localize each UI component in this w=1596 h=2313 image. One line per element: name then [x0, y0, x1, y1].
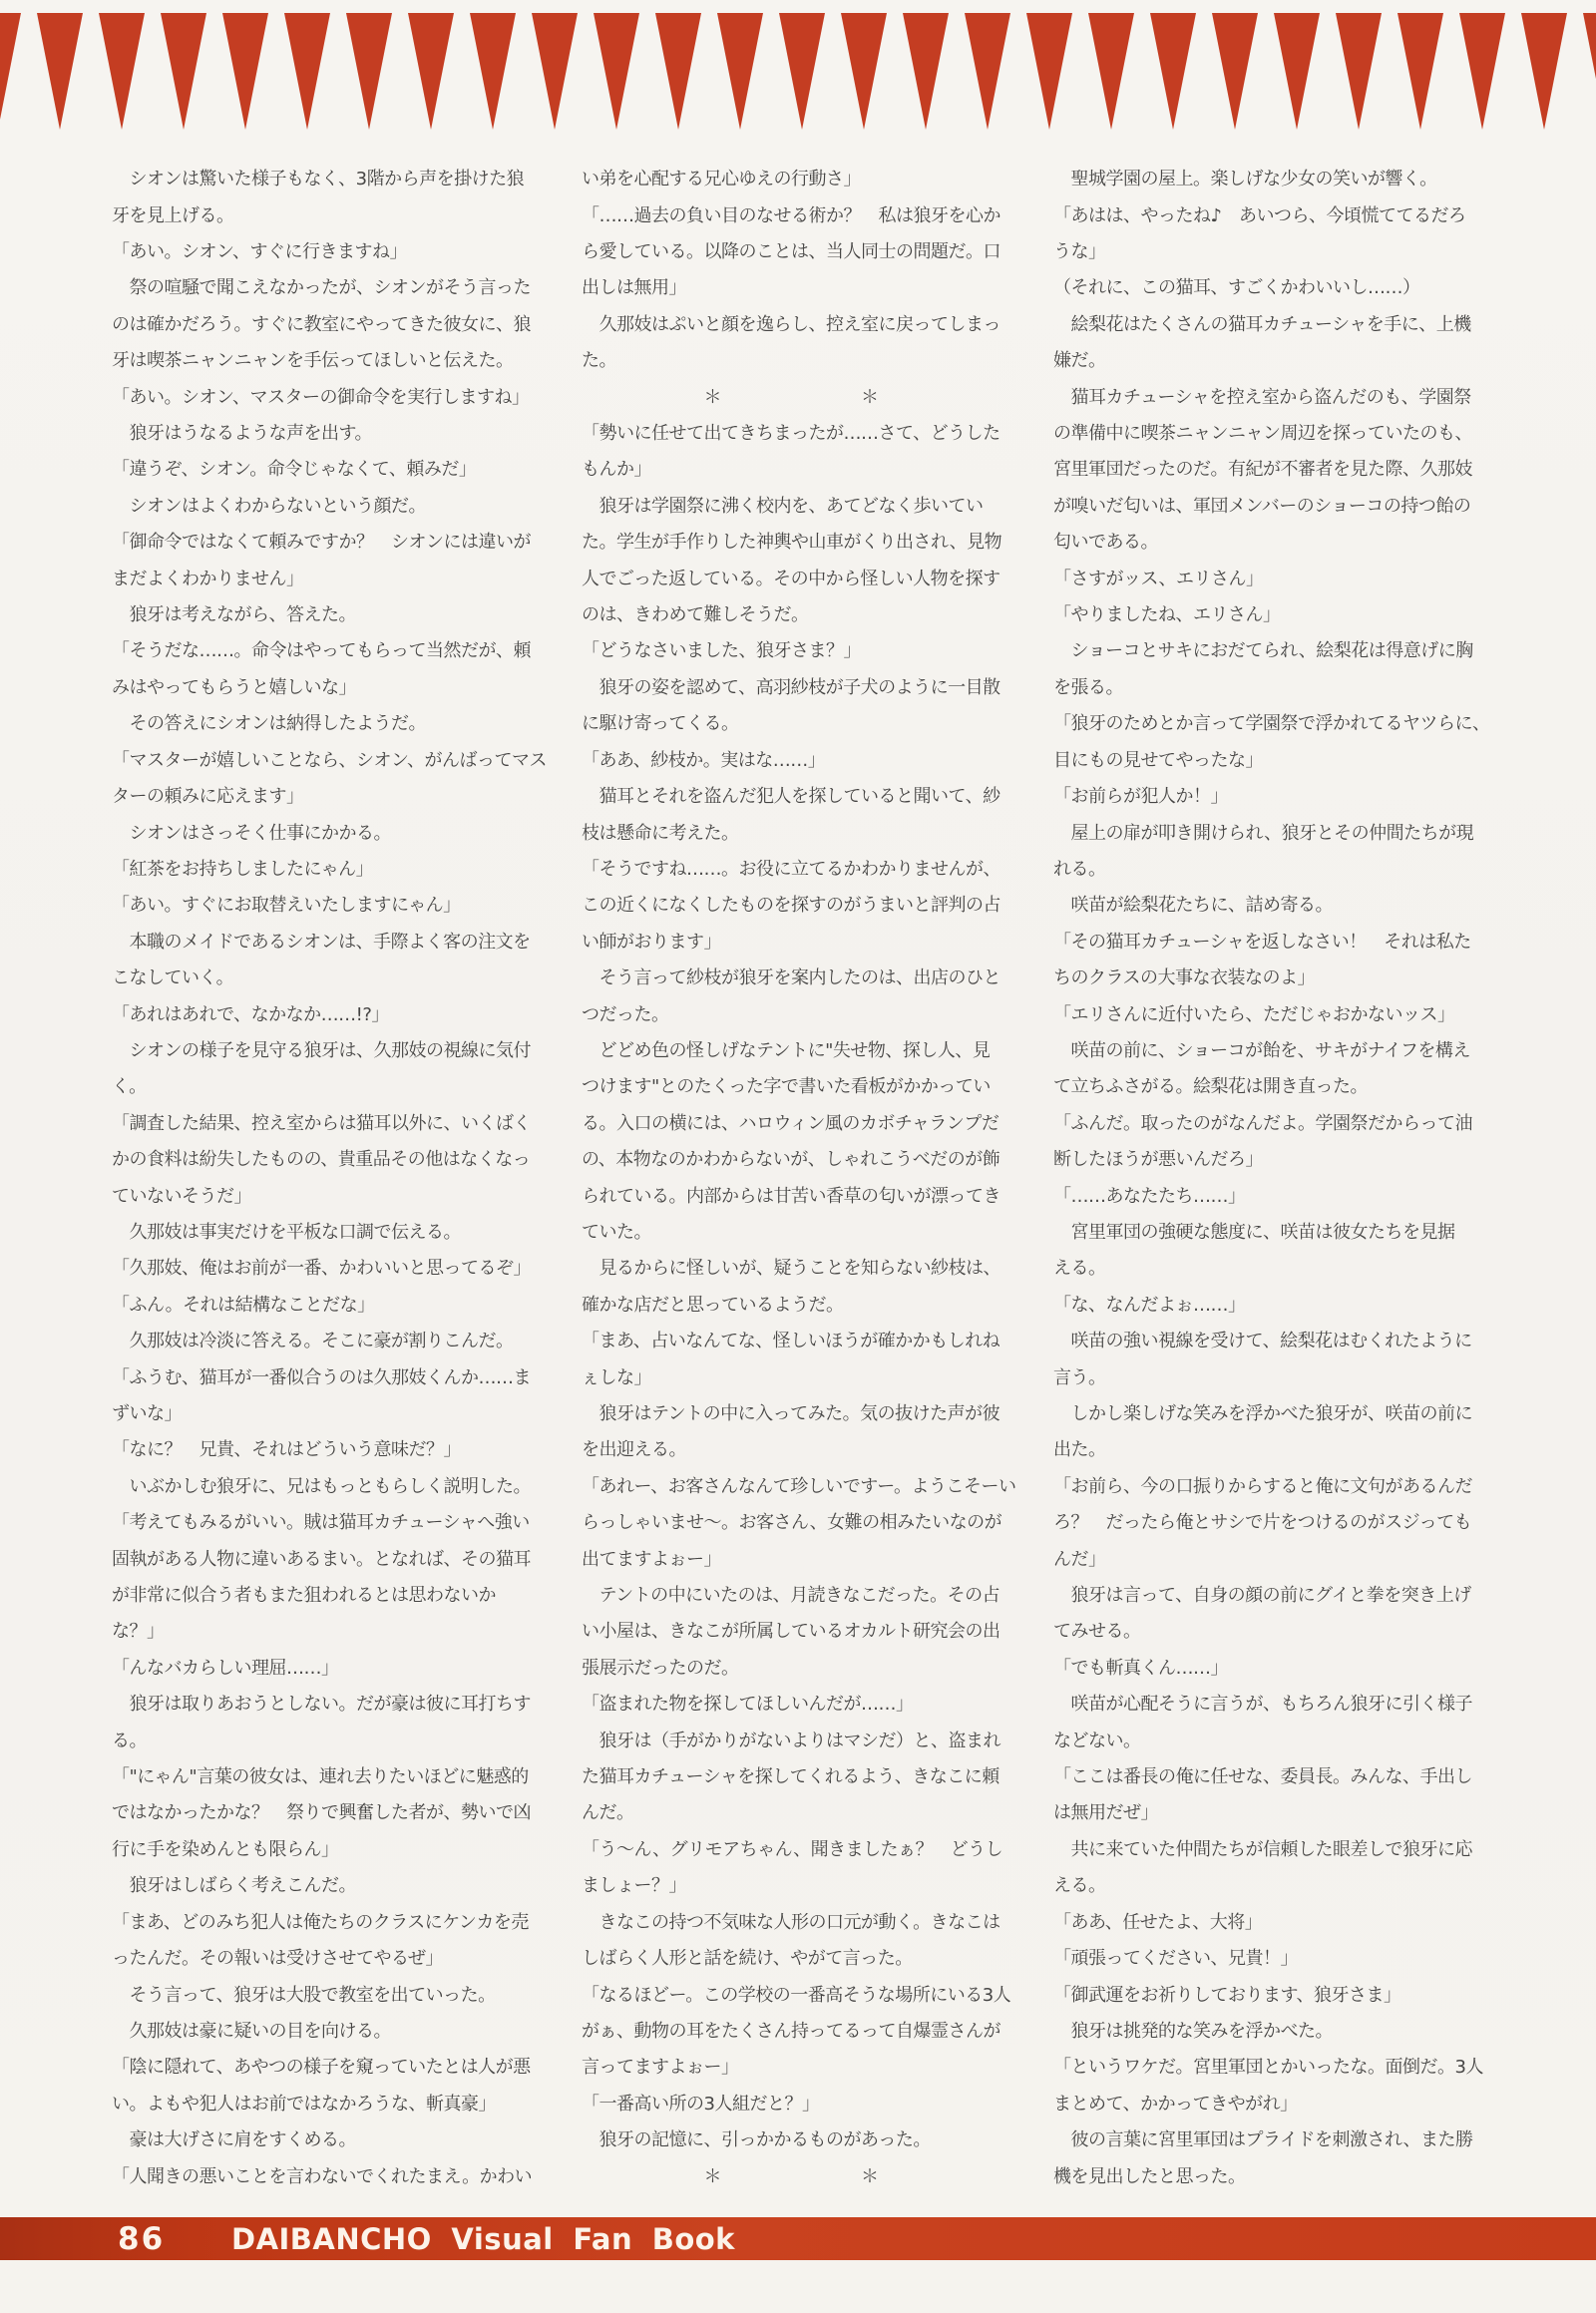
text-line: 狼牙はうなるような声を出す。: [112, 423, 373, 445]
text-line: ら愛している。以降のことは、当人同士の問題だ。口: [582, 241, 1000, 263]
text-line: 猫耳カチューシャを控え室から盗んだのも、学園祭: [1053, 386, 1471, 408]
text-line: どどめ色の怪しげなテントに"失せ物、探し人、見: [582, 1039, 991, 1061]
text-line: そう言って、狼牙は大股で教室を出ていった。: [112, 1984, 496, 2006]
text-line: 「あい。シオン、すぐに行きますね」: [112, 241, 408, 263]
text-line: 匂いである。: [1053, 532, 1158, 554]
text-line: 「エリさんに近付いたら、ただじゃおかないッス」: [1053, 1003, 1455, 1025]
text-line: 宮里軍団だったのだ。有紀が不審者を見た際、久那妓: [1053, 459, 1472, 481]
text-line: まだよくわかりません」: [112, 568, 304, 589]
text-line: 狼牙の記憶に、引っかかるものがあった。: [582, 2129, 931, 2151]
text-line: 枝は懸命に考えた。: [582, 822, 739, 844]
text-line: 機を見出したと思った。: [1053, 2165, 1246, 2187]
text-line: 「な、なんだよぉ……」: [1053, 1294, 1246, 1316]
text-line: 人でごった返している。その中から怪しい人物を探す: [582, 568, 1000, 589]
text-line: 久那妓は豪に疑いの目を向ける。: [112, 2020, 391, 2042]
text-line: いぶかしむ狼牙に、兄はもっともらしく説明した。: [112, 1475, 531, 1497]
text-line: 「さすがッス、エリさん」: [1053, 568, 1264, 589]
text-line: 固執がある人物に違いあるまい。となれば、その猫耳: [112, 1548, 531, 1570]
text-line: 宮里軍団の強硬な態度に、咲苗は彼女たちを見据: [1053, 1221, 1455, 1243]
text-line: が嗅いだ匂いは、軍団メンバーのショーコの持つ飴の: [1053, 495, 1471, 517]
text-line: 「んなバカらしい理屈……」: [112, 1657, 339, 1679]
text-line: 「考えてもみるがいい。賊は猫耳カチューシャへ強い: [112, 1512, 530, 1534]
text-line: の、本物なのかわからないが、しゃれこうべだのが飾: [582, 1149, 1000, 1171]
text-column-1: [112, 160, 571, 2193]
text-line: い。よもや犯人はお前ではなかろうな、斬真豪」: [112, 2093, 496, 2115]
text-line: 「盗まれた物を探してほしいんだが……」: [582, 1694, 914, 1716]
text-line: 狼牙は学園祭に沸く校内を、あてどなく歩いてい: [582, 495, 984, 517]
text-line: 聖城学園の屋上。楽しげな少女の笑いが響く。: [1053, 169, 1437, 191]
text-line: 咲苗の強い視線を受けて、絵梨花はむくれたように: [1053, 1331, 1472, 1352]
text-line: 共に来ていた仲間たちが信頼した眼差しで狼牙に応: [1053, 1838, 1472, 1860]
text-line: 言う。: [1053, 1366, 1106, 1388]
text-line: 「あはは、やったね♪ あいつら、今頃慌ててるだろ: [1053, 204, 1466, 226]
text-line: 咲苗が絵梨花たちに、詰め寄る。: [1053, 895, 1333, 917]
text-line: ましょー？」: [582, 1875, 686, 1897]
text-line: が非常に似合う者もまた狙われるとは思わないか: [112, 1585, 496, 1607]
text-line: まとめて、かかってきやがれ」: [1053, 2093, 1298, 2115]
text-line: その答えにシオンは納得したようだ。: [112, 713, 426, 735]
text-line: 「お前らが犯人か！」: [1053, 786, 1228, 808]
text-line: 牙を見上げる。: [112, 204, 234, 226]
text-line: ぇしな」: [582, 1366, 651, 1388]
text-line: 狼牙は挑発的な笑みを浮かべた。: [1053, 2020, 1333, 2042]
text-line: 見るからに怪しいが、疑うことを知らない紗枝は、: [582, 1258, 1000, 1280]
text-line: 「久那妓、俺はお前が一番、かわいいと思ってるぞ」: [112, 1258, 531, 1280]
text-line: しばらく人形と話を続け、やがて言った。: [582, 1948, 913, 1970]
text-line: 咲苗が心配そうに言うが、もちろん狼牙に引く様子: [1053, 1694, 1472, 1716]
text-line: ちのクラスの大事な衣装なのよ」: [1053, 967, 1315, 989]
text-line: ずいな」: [112, 1403, 182, 1425]
text-line: んだ。: [582, 1802, 634, 1824]
text-line: 「調査した結果、控え室からは猫耳以外に、いくばく: [112, 1112, 531, 1134]
text-line: る。入口の横には、ハロウィン風のカボチャランプだ: [582, 1112, 999, 1134]
text-line: がぁ、動物の耳をたくさん持ってるって自爆霊さんが: [582, 2020, 1000, 2042]
text-line: を張る。: [1053, 676, 1123, 698]
text-line: てみせる。: [1053, 1621, 1141, 1643]
text-line: 嫌だ。: [1053, 350, 1106, 372]
text-line: 狼牙は考えながら、答えた。: [112, 604, 356, 626]
text-line: 「……あなたたち……」: [1053, 1185, 1246, 1207]
text-line: みはやってもらうと嬉しいな」: [112, 676, 356, 698]
text-line: られている。内部からは甘苦い香草の匂いが漂ってき: [582, 1185, 1000, 1207]
text-line: た。学生が手作りした神輿や山車がくり出され、見物: [582, 532, 1002, 554]
text-line: 絵梨花はたくさんの猫耳カチューシャを手に、上機: [1053, 313, 1471, 335]
text-column-2: [582, 160, 1040, 2193]
text-line: こなしていく。: [112, 967, 234, 989]
text-line: んだ」: [1053, 1548, 1106, 1570]
text-line: 言ってますよぉー」: [582, 2057, 739, 2079]
text-line: は無用だぜ」: [1053, 1802, 1158, 1824]
book-title: DAIBANCHO Visual Fan Book: [231, 2222, 735, 2256]
text-line: 「というワケだ。宮里軍団とかいったな。面倒だ。3人: [1053, 2057, 1483, 2079]
text-line: 本職のメイドであるシオンは、手際よく客の注文を: [112, 931, 531, 953]
text-line: える。: [1053, 1258, 1106, 1280]
text-line: 「お前ら、今の口振りからすると俺に文句があるんだ: [1053, 1475, 1472, 1497]
text-line: しかし楽しげな笑みを浮かべた狼牙が、咲苗の前に: [1053, 1403, 1472, 1425]
text-line: 「そうだな……。命令はやってもらって当然だが、頼: [112, 640, 531, 662]
text-line: 「ああ、紗枝か。実はな……」: [582, 749, 826, 771]
text-line: 屋上の扉が叩き開けられ、狼牙とその仲間たちが現: [1053, 822, 1474, 844]
text-line: 「頑張ってください、兄貴！」: [1053, 1948, 1298, 1970]
text-line: のは、きわめて難しそうだ。: [582, 604, 809, 626]
text-line: 彼の言葉に宮里軍団はプライドを刺激され、また勝: [1053, 2129, 1473, 2151]
text-line: い弟を心配する兄心ゆえの行動さ」: [582, 169, 861, 191]
text-line: 「ふんだ。取ったのがなんだよ。学園祭だからって油: [1053, 1112, 1472, 1134]
text-line: 狼牙はテントの中に入ってみた。気の抜けた声が彼: [582, 1403, 1000, 1425]
text-line: ショーコとサキにおだてられ、絵梨花は得意げに胸: [1053, 640, 1473, 662]
text-line: うな」: [1053, 241, 1106, 263]
text-line: 「"にゃん"言葉の彼女は、連れ去りたいほどに魅惑的: [112, 1766, 529, 1788]
footer-bar: [0, 2217, 1596, 2260]
text-line: 久那妓はぷいと顔を逸らし、控え室に戻ってしまっ: [582, 313, 1000, 335]
text-line: きなこの持つ不気味な人形の口元が動く。きなこは: [582, 1911, 1000, 1933]
text-line: い小屋は、きなこが所属しているオカルト研究会の出: [582, 1621, 1000, 1643]
text-line: 「御命令ではなくて頼みですか？ シオンには違いが: [112, 532, 531, 554]
text-line: ではなかったかな？ 祭りで興奮した者が、勢いで凶: [112, 1802, 531, 1824]
text-line: そう言って紗枝が狼牙を案内したのは、出店のひと: [582, 967, 1000, 989]
text-line: 断したほうが悪いんだろ」: [1053, 1149, 1263, 1171]
text-line: の準備中に喫茶ニャンニャン周辺を探っていたのも、: [1053, 423, 1472, 445]
text-line: く。: [112, 1076, 147, 1098]
text-line: 「あい。すぐにお取替えいたしますにゃん」: [112, 895, 461, 917]
text-line: シオンは驚いた様子もなく、3階から声を掛けた狼: [112, 169, 525, 191]
text-line: 久那妓は事実だけを平板な口調で伝える。: [112, 1221, 461, 1243]
text-line: 久那妓は冷淡に答える。そこに豪が割りこんだ。: [112, 1331, 514, 1352]
text-line: 「御武運をお祈りしております、狼牙さま」: [1053, 1984, 1401, 2006]
page-number: 86: [118, 2221, 166, 2257]
text-line: 「あれはあれで、なかなか……!?」: [112, 1003, 389, 1025]
text-line: のは確かだろう。すぐに教室にやってきた彼女に、狼: [112, 313, 531, 335]
text-line: 「ふうむ、猫耳が一番似合うのは久那妓くんか……ま: [112, 1366, 531, 1388]
text-line: 「やりましたね、エリさん」: [1053, 604, 1281, 626]
text-line: 「どうなさいました、狼牙さま？」: [582, 640, 861, 662]
text-line: 「ふん。それは結構なことだな」: [112, 1294, 375, 1316]
text-line: 狼牙の姿を認めて、高羽紗枝が子犬のように一目散: [582, 676, 1000, 698]
text-line: 牙は喫茶ニャンニャンを手伝ってほしいと伝えた。: [112, 350, 514, 372]
text-line: て立ちふさがる。絵梨花は開き直った。: [1053, 1076, 1368, 1098]
text-line: 狼牙は（手がかりがないよりはマシだ）と、盗まれ: [582, 1730, 1000, 1751]
text-line: た。: [582, 350, 616, 372]
text-line: 「なに？ 兄貴、それはどういう意味だ？」: [112, 1439, 461, 1461]
text-line: 「人聞きの悪いことを言わないでくれたまえ。かわい: [112, 2165, 533, 2187]
text-line: 祭の喧騒で聞こえなかったが、シオンがそう言った: [112, 277, 531, 299]
text-column-3: [1053, 160, 1512, 2193]
text-line: 「なるほどー。この学校の一番高そうな場所にいる3人: [582, 1984, 1011, 2006]
text-line: 「勢いに任せて出てきちまったが……さて、どうした: [582, 423, 1000, 445]
text-line: 行に手を染めんとも限らん」: [112, 1838, 339, 1860]
text-line: 咲苗の前に、ショーコが飴を、サキがナイフを構え: [1053, 1039, 1470, 1061]
text-line: ていないそうだ」: [112, 1185, 251, 1207]
text-line: 「狼牙のためとか言って学園祭で浮かれてるヤツらに、: [1053, 713, 1490, 735]
text-line: 狼牙は取りあおうとしない。だが豪は彼に耳打ちす: [112, 1694, 531, 1716]
text-line: 「違うぞ、シオン。命令じゃなくて、頼みだ」: [112, 459, 477, 481]
text-line: ろ？ だったら俺とサシで片をつけるのがスジっても: [1053, 1512, 1472, 1534]
text-line: 確かな店だと思っているようだ。: [582, 1294, 844, 1316]
text-line: この近くになくしたものを探すのがうまいと評判の占: [582, 895, 1000, 917]
text-line: れる。: [1053, 858, 1106, 880]
text-line: に駆け寄ってくる。: [582, 713, 739, 735]
text-line: シオンの様子を見守る狼牙は、久那妓の視線に気付: [112, 1039, 531, 1061]
text-line: 「ああ、任せたよ、大将」: [1053, 1911, 1263, 1933]
text-line: 「まあ、どのみち犯人は俺たちのクラスにケンカを売: [112, 1911, 529, 1933]
text-line: 目にもの見せてやったな」: [1053, 749, 1263, 771]
text-line: 「う〜ん、グリモアちゃん、聞きましたぁ？ どうし: [582, 1838, 1003, 1860]
text-line: ＊ ＊: [582, 386, 879, 408]
text-line: ったんだ。その報いは受けさせてやるぜ」: [112, 1948, 443, 1970]
text-line: かの食料は紛失したものの、貴重品その他はなくなっ: [112, 1149, 531, 1171]
text-line: 「まあ、占いなんてな、怪しいほうが確かかもしれね: [582, 1331, 1000, 1352]
text-line: い師がおります」: [582, 931, 721, 953]
text-line: 「紅茶をお持ちしましたにゃん」: [112, 858, 374, 880]
text-line: 「……過去の負い目のなせる術か？ 私は狼牙を心か: [582, 204, 1000, 226]
text-line: 出た。: [1053, 1439, 1106, 1461]
text-line: らっしゃいませ〜。お客さん、女難の相みたいなのが: [582, 1512, 1002, 1534]
text-line: などない。: [1053, 1730, 1141, 1751]
text-line: 狼牙は言って、自身の顔の前にグイと拳を突き上げ: [1053, 1585, 1471, 1607]
text-line: る。: [112, 1730, 147, 1751]
text-line: 「あい。シオン、マスターの御命令を実行しますね」: [112, 386, 530, 408]
text-line: 「あれー、お客さんなんて珍しいですー。ようこそーい: [582, 1475, 1016, 1497]
text-line: ターの頼みに応えます」: [112, 786, 304, 808]
text-line: 出しは無用」: [582, 277, 686, 299]
text-line: ていた。: [582, 1221, 651, 1243]
text-line: 「陰に隠れて、あやつの様子を窺っていたとは人が悪: [112, 2057, 531, 2079]
text-line: 「一番高い所の3人組だと？」: [582, 2093, 820, 2115]
text-line: 「そうですね……。お役に立てるかわかりませんが、: [582, 858, 1000, 880]
text-line: 豪は大げさに肩をすくめる。: [112, 2129, 356, 2151]
text-line: 「ここは番長の俺に任せな、委員長。みんな、手出し: [1053, 1766, 1472, 1788]
text-line: シオンはさっそく仕事にかかる。: [112, 822, 391, 844]
text-line: つだった。: [582, 1003, 669, 1025]
text-line: シオンはよくわからないという顔だ。: [112, 495, 426, 517]
text-line: もんか」: [582, 459, 651, 481]
text-line: た猫耳カチューシャを探してくれるよう、きなこに頼: [582, 1766, 999, 1788]
text-line: える。: [1053, 1875, 1106, 1897]
text-line: 張展示だったのだ。: [582, 1657, 739, 1679]
text-line: 「マスターが嬉しいことなら、シオン、がんばってマス: [112, 749, 548, 771]
text-line: つけます"とのたくった字で書いた看板がかかってい: [582, 1076, 991, 1098]
text-line: 出てますよぉー」: [582, 1548, 721, 1570]
text-line: 「その猫耳カチューシャを返しなさい！ それは私た: [1053, 931, 1471, 953]
text-line: （それに、この猫耳、すごくかわいいし……）: [1053, 277, 1420, 299]
text-line: ＊ ＊: [582, 2165, 879, 2187]
text-line: 猫耳とそれを盗んだ犯人を探していると聞いて、紗: [582, 786, 1000, 808]
text-line: 狼牙はしばらく考えこんだ。: [112, 1875, 356, 1897]
text-line: を出迎える。: [582, 1439, 686, 1461]
text-line: テントの中にいたのは、月読きなこだった。その占: [582, 1585, 1000, 1607]
text-line: 「でも斬真くん……」: [1053, 1657, 1228, 1679]
text-line: な？」: [112, 1621, 165, 1643]
